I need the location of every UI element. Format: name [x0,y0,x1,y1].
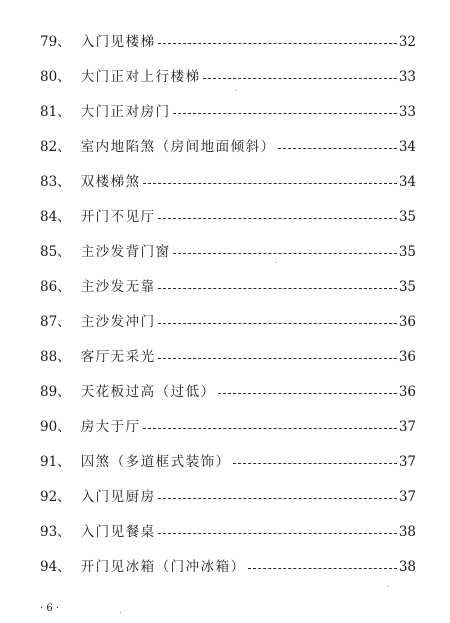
entry-title: 客厅无采光 [80,348,156,365]
entry-number: 80、 [40,68,71,85]
entry-number: 91、 [40,453,71,470]
entry-number: 82、 [40,138,71,155]
entry-title: 大门正对房门 [80,103,171,120]
entry-title: 室内地陷煞（房间地面倾斜） [80,138,276,155]
toc-entry [40,445,416,480]
toc-entry [40,165,416,200]
toc-entry [40,25,416,60]
entry-title: 入门见餐桌 [80,523,156,540]
toc-entry [40,375,416,410]
dotted-leader [158,218,397,219]
entry-page-number: 36 [398,383,416,400]
toc-entry [40,60,416,95]
entry-number: 94、 [40,558,71,575]
scan-speck [236,90,237,91]
dotted-leader [158,43,397,44]
toc-entry [40,200,416,235]
entry-number: 85、 [40,243,71,260]
dotted-leader [173,253,397,254]
toc-entry [40,95,416,130]
entry-title: 双楼梯煞 [80,173,141,190]
dotted-leader [248,568,397,569]
toc-entry [40,235,416,270]
entry-page-number: 37 [398,488,416,505]
toc-entry [40,130,416,165]
entry-number: 89、 [40,383,71,400]
entry-title: 天花板过高（过低） [80,383,216,400]
dotted-leader [143,183,397,184]
entry-number: 81、 [40,103,71,120]
toc-entry [40,480,416,515]
entry-page-number: 36 [398,313,416,330]
entry-title: 房大于厅 [80,418,141,435]
entry-page-number: 33 [398,103,416,120]
entry-page-number: 35 [398,278,416,295]
entry-number: 87、 [40,313,71,330]
entry-title: 囚煞（多道框式装饰） [80,453,231,470]
entry-page-number: 32 [398,33,416,50]
dotted-leader [173,113,397,114]
dotted-leader [218,393,397,394]
toc-entry [40,305,416,340]
dotted-leader [203,78,397,79]
entry-title: 大门正对上行楼梯 [80,68,201,85]
entry-number: 79、 [40,33,71,50]
entry-title: 开门不见厅 [80,208,156,225]
entry-page-number: 37 [398,453,416,470]
toc-entry [40,410,416,445]
entry-page-number: 33 [398,68,416,85]
entry-title: 主沙发无靠 [80,278,156,295]
scan-speck [388,586,389,587]
entry-number: 84、 [40,208,71,225]
entry-title: 开门见冰箱（门冲冰箱） [80,558,246,575]
table-of-contents [40,25,416,585]
entry-page-number: 38 [398,523,416,540]
dotted-leader [158,498,397,499]
toc-entry [40,515,416,550]
dotted-leader [158,288,397,289]
entry-page-number: 35 [398,208,416,225]
scan-speck [276,262,277,263]
dotted-leader [158,358,397,359]
entry-number: 92、 [40,488,71,505]
entry-number: 90、 [40,418,71,435]
dotted-leader [158,533,397,534]
entry-title: 主沙发冲门 [80,313,156,330]
entry-page-number: 36 [398,348,416,365]
scan-speck [120,612,121,613]
entry-page-number: 35 [398,243,416,260]
dotted-leader [278,148,397,149]
toc-entry [40,340,416,375]
entry-title: 入门见楼梯 [80,33,156,50]
entry-page-number: 38 [398,558,416,575]
entry-page-number: 37 [398,418,416,435]
entry-number: 83、 [40,173,71,190]
toc-entry [40,270,416,305]
entry-number: 93、 [40,523,71,540]
entry-page-number: 34 [398,173,416,190]
toc-entry [40,550,416,585]
entry-title: 主沙发背门窗 [80,243,171,260]
entry-title: 入门见厨房 [80,488,156,505]
dotted-leader [233,463,397,464]
dotted-leader [143,428,397,429]
dotted-leader [158,323,397,324]
entry-number: 88、 [40,348,71,365]
page-footer-number: · 6 · [40,603,60,614]
entry-page-number: 34 [398,138,416,155]
entry-number: 86、 [40,278,71,295]
